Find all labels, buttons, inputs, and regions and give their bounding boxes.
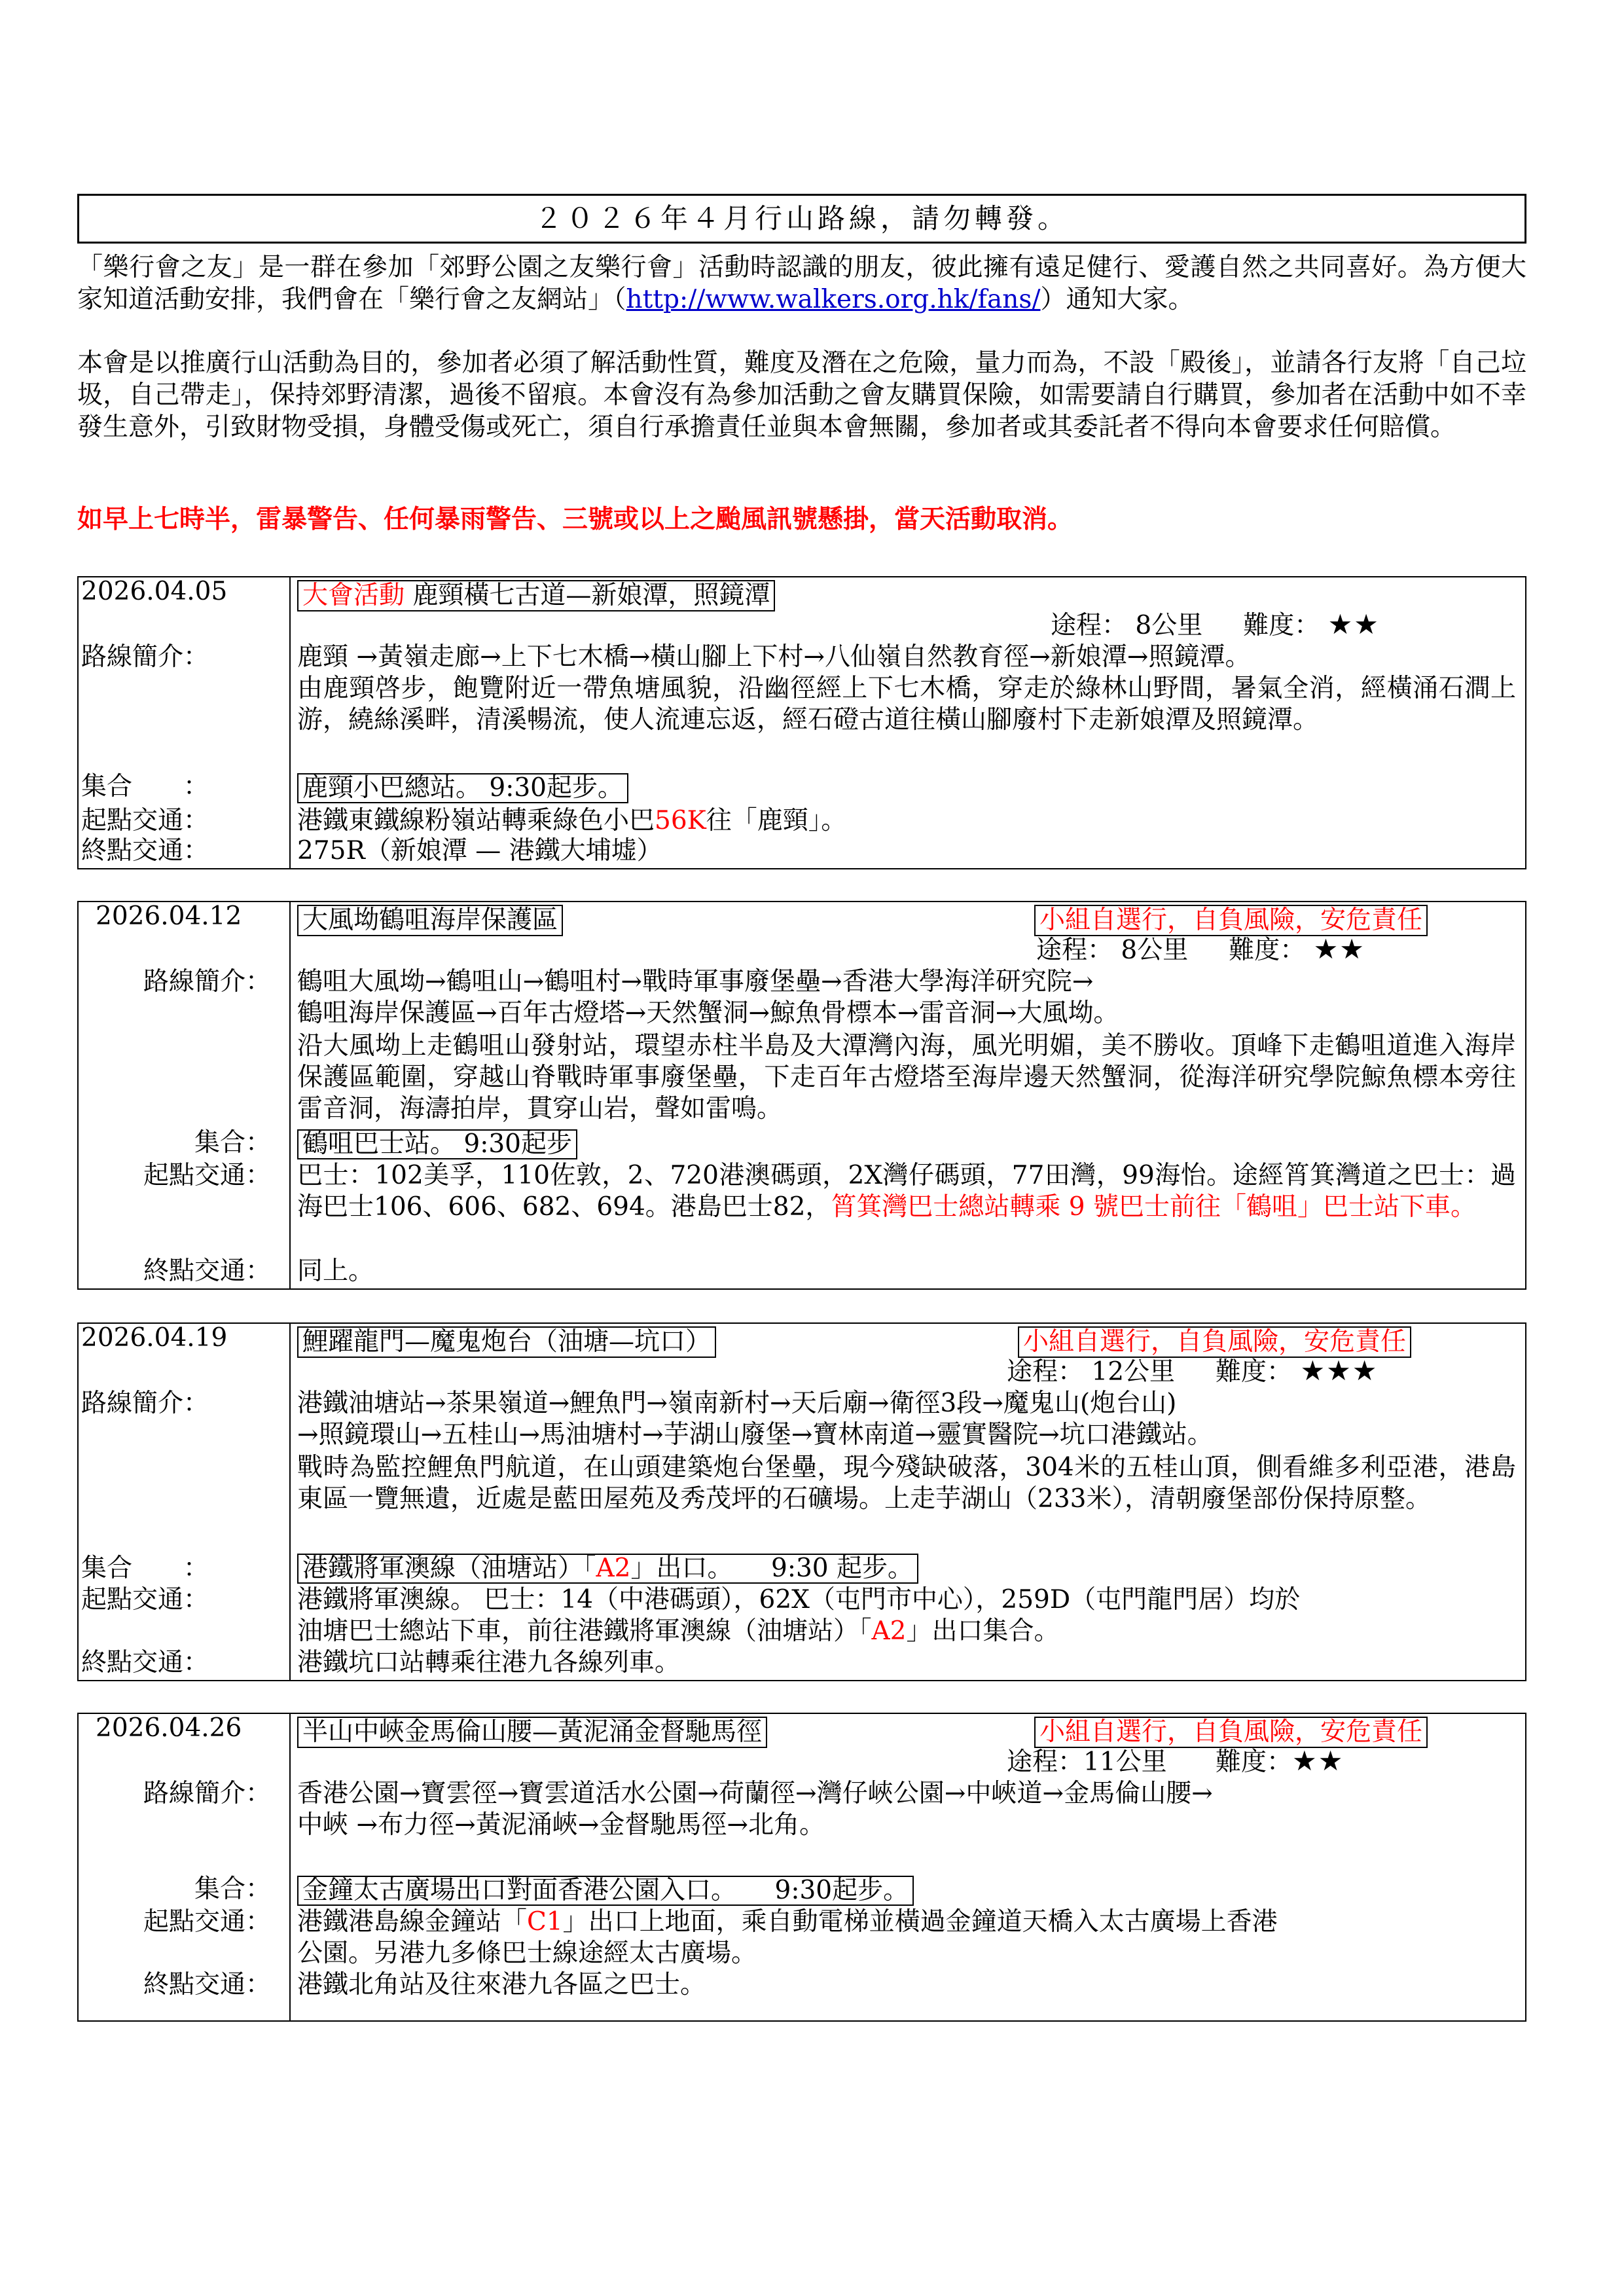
start-transport-line-1 bbox=[297, 1906, 1516, 1938]
start-transport-line-2: 公園。另港九多條巴士線途經太古廣場。 bbox=[297, 1939, 757, 1968]
distance-difficulty bbox=[1007, 1747, 1344, 1777]
distance: 途程： 8公里 bbox=[1036, 936, 1189, 965]
route-line-1: 香港公園→寶雲徑→寶雲道活水公園→荷蘭徑→灣仔峽公園→中峽道→金馬倫山腰→ bbox=[297, 1779, 1213, 1808]
hike-title: 鯉躍龍門—魔鬼炮台（油塘—坑口） bbox=[297, 1326, 716, 1358]
start-transport-label: 起點交通： bbox=[81, 806, 209, 835]
difficulty-stars: ★★★ bbox=[1300, 1355, 1379, 1387]
end-transport: 275R（新娘潭 — 港鐵大埔墟） bbox=[297, 836, 662, 866]
column-divider bbox=[289, 577, 291, 868]
route-line-1: 鶴咀大風坳→鶴咀山→鶴咀村→戰時軍事廢堡壘→香港大學海洋研究院→ bbox=[297, 967, 1094, 996]
start-transport-label: 起點交通： bbox=[81, 1585, 209, 1614]
route-description: 戰時為監控鯉魚門航道，在山頭建築炮台堡壘，現今殘缺破落，304米的五桂山頂，側看維多利亞港，港島東區一覽無遺，近處是藍田屋苑及秀茂坪的石礦場。上走芋湖山（233米），清朝廢堡部份保持原整。 bbox=[297, 1453, 1516, 1514]
distance: 途程： 12公里 bbox=[1007, 1357, 1176, 1387]
difficulty-stars: ★★ bbox=[1313, 933, 1365, 965]
page-title bbox=[77, 194, 1526, 244]
hike-date: 2026.04.19 bbox=[81, 1323, 228, 1353]
exit-code: C1 bbox=[527, 1907, 563, 1937]
route-line-2: →照鏡環山→五桂山→馬油塘村→芋湖山廢堡→寶林南道→靈實醫院→坑口港鐵站。 bbox=[297, 1420, 1213, 1449]
intro-text-1: 「樂行會之友」是一群在參加「郊野公園之友樂行會」活動時認識的朋友，彼此擁有遠足健行、愛護自然之共同喜好。為方便大家知道活動安排，我們會在「樂行會之友網站」（ bbox=[77, 253, 1526, 314]
meeting-point-text: 港鐵將軍澳線（油塘站）「 bbox=[302, 1554, 596, 1583]
hike-date: 2026.04.05 bbox=[81, 577, 228, 606]
hike-block-1 bbox=[77, 576, 1526, 869]
start-transport-text: 港鐵港島線金鐘站「 bbox=[297, 1907, 528, 1937]
start-transport-label: 起點交通： bbox=[143, 1161, 271, 1190]
difficulty-stars: ★★ bbox=[1292, 1745, 1344, 1777]
meeting-point bbox=[297, 1875, 1516, 1906]
meet-label: 集合： bbox=[194, 1874, 271, 1904]
start-transport bbox=[297, 805, 1516, 837]
hike-block-4 bbox=[77, 1713, 1526, 2022]
fans-website-link[interactable]: http://www.walkers.org.hk/fans/ bbox=[626, 285, 1041, 314]
exit-code: A2 bbox=[871, 1616, 907, 1646]
hike-block-3 bbox=[77, 1322, 1526, 1681]
column-divider bbox=[289, 1324, 291, 1680]
column-divider bbox=[289, 1714, 291, 2020]
hike-title: 半山中峽金馬倫山腰—黃泥涌金督馳馬徑 bbox=[297, 1717, 767, 1748]
end-transport-label: 終點交通： bbox=[81, 1648, 209, 1677]
meeting-point-box: 金鐘太古廣場出口對面香港公園入口。 9:30起步。 bbox=[297, 1876, 914, 1906]
meeting-point bbox=[297, 773, 1516, 804]
start-transport-text: 巴士：102美孚，110佐敦，2、720港澳碼頭，2X灣仔碼頭，77田灣，99海怡。途經筲箕灣道之巴士：過海巴士106、606、682、694。港島巴士82， bbox=[297, 1161, 1516, 1222]
column-divider bbox=[289, 902, 291, 1288]
meet-label: 集合： bbox=[194, 1128, 271, 1157]
distance-difficulty bbox=[1036, 935, 1365, 965]
meeting-point-box: 鹿頸小巴總站。 9:30起步。 bbox=[297, 773, 628, 803]
meet-label: 集合 ： bbox=[81, 772, 209, 801]
difficulty-label: 難度： bbox=[1229, 936, 1306, 965]
intro-paragraph-1 bbox=[77, 251, 1526, 316]
hike-title bbox=[297, 580, 775, 611]
route-line-2: 中峽 →布力徑→黃泥涌峽→金督馳馬徑→北角。 bbox=[297, 1810, 825, 1840]
difficulty-label: 難度： bbox=[1243, 611, 1320, 640]
start-transport-end: 往「鹿頸」。 bbox=[706, 806, 847, 835]
difficulty-label: 難度： bbox=[1216, 1357, 1293, 1387]
route-line-1: 港鐵油塘站→茶果嶺道→鯉魚門→嶺南新村→天后廟→衛徑3段→魔鬼山(炮台山) bbox=[297, 1389, 1177, 1418]
start-transport-end: 」出口上地面，乘自動電梯並橫過金鐘道天橋入太古廣場上香港 bbox=[562, 1907, 1278, 1937]
end-transport-label: 終點交通： bbox=[143, 1256, 271, 1286]
risk-warning-box: 小組自選行，自負風險，安危責任 bbox=[1018, 1326, 1411, 1358]
hike-date: 2026.04.12 bbox=[96, 902, 242, 931]
start-transport-highlight: 筲箕灣巴士總站轉乘 9 號巴士前往「鶴咀」巴士站下車。 bbox=[831, 1192, 1476, 1222]
route-description: 由鹿頸啓步，飽覽附近一帶魚塘風貌，沿幽徑經上下七木橋，穿走於綠林山野間，暑氣全消，經橫涌石澗上游，繞絲溪畔，清溪暢流，使人流連忘返，經石磴古道往橫山腳廢村下走新娘潭及照鏡潭。 bbox=[297, 674, 1516, 735]
end-transport: 港鐵坑口站轉乘往港九各線列車。 bbox=[297, 1648, 681, 1677]
meeting-point-box: 鶴咀巴士站。 9:30起步 bbox=[297, 1129, 577, 1159]
exit-code: A2 bbox=[596, 1554, 631, 1583]
risk-warning-box: 小組自選行，自負風險，安危責任 bbox=[1034, 905, 1428, 936]
difficulty-stars: ★★ bbox=[1327, 608, 1380, 640]
distance: 途程： 8公里 bbox=[1051, 611, 1203, 640]
weather-warning: 如早上七時半，雷暴警告、任何暴雨警告、三號或以上之颱風訊號懸掛，當天活動取消。 bbox=[77, 504, 1074, 534]
intro-paragraph-2: 本會是以推廣行山活動為目的，參加者必須了解活動性質，難度及潛在之危險，量力而為，不設「殿後」，並請各行友將「自己垃圾，自己帶走」，保持郊野清潔，過後不留痕。本會沒有為參加活動之會友購買保險，如需要請自行購買，參加者在活動中如不幸發生意外，引致財物受損，身體受傷或死亡，須自行承擔責任並與本會無關，參加者或其委託者不得向本會要求任何賠償。 bbox=[77, 348, 1526, 442]
start-transport-text: 港鐵東鐵線粉嶺站轉乘綠色小巴 bbox=[297, 806, 655, 835]
meeting-point-end: 」出口。 9:30 起步。 bbox=[630, 1554, 913, 1583]
minibus-number: 56K bbox=[655, 806, 706, 835]
event-tag: 大會活動 bbox=[302, 581, 405, 610]
end-transport-label: 終點交通： bbox=[143, 1970, 271, 1999]
start-transport-end: 」出口集合。 bbox=[906, 1616, 1060, 1646]
start-transport-line-2 bbox=[297, 1616, 1516, 1647]
intro-text-1-end: ）通知大家。 bbox=[1040, 285, 1194, 314]
meeting-point bbox=[297, 1553, 1516, 1584]
hike-date: 2026.04.26 bbox=[96, 1713, 242, 1743]
distance: 途程：11公里 bbox=[1007, 1747, 1167, 1777]
meet-label: 集合 ： bbox=[81, 1554, 209, 1583]
hike-block-2 bbox=[77, 901, 1526, 1290]
route-label: 路線簡介： bbox=[81, 1389, 209, 1418]
risk-warning-box: 小組自選行，自負風險，安危責任 bbox=[1034, 1717, 1428, 1748]
route-label: 路線簡介： bbox=[143, 967, 271, 996]
page-title-text: ２０２６年４月行山路線，請勿轉發。 bbox=[534, 202, 1069, 234]
end-transport: 港鐵北角站及往來港九各區之巴士。 bbox=[297, 1970, 706, 1999]
route-label: 路線簡介： bbox=[81, 642, 209, 672]
start-transport-line-1: 港鐵將軍澳線。 巴士：14（中港碼頭），62X（屯門市中心），259D（屯門龍門居）均於 bbox=[297, 1585, 1301, 1614]
start-transport-text: 油塘巴士總站下車，前往港鐵將軍澳線（油塘站）「 bbox=[297, 1616, 872, 1646]
hike-title-text: 鹿頸橫七古道—新娘潭，照鏡潭 bbox=[412, 581, 770, 610]
distance-difficulty bbox=[1007, 1357, 1378, 1387]
meeting-point-box bbox=[297, 1554, 918, 1584]
end-transport: 同上。 bbox=[297, 1256, 374, 1286]
difficulty-label: 難度： bbox=[1216, 1747, 1293, 1777]
start-transport bbox=[297, 1160, 1516, 1223]
distance-difficulty bbox=[1051, 610, 1380, 640]
start-transport-label: 起點交通： bbox=[143, 1907, 271, 1937]
route-line-2: 鶴咀海岸保護區→百年古燈塔→天然蟹洞→鯨魚骨標本→雷音洞→大風坳。 bbox=[297, 998, 1119, 1028]
route-line: 鹿頸 →黃嶺走廊→上下七木橋→橫山腳上下村→八仙嶺自然教育徑→新娘潭→照鏡潭。 bbox=[297, 642, 1251, 672]
end-transport-label: 終點交通： bbox=[81, 836, 209, 866]
hike-title: 大風坳鶴咀海岸保護區 bbox=[297, 905, 563, 936]
meeting-point bbox=[297, 1129, 1516, 1160]
route-label: 路線簡介： bbox=[143, 1779, 271, 1808]
route-description: 沿大風坳上走鶴咀山發射站，環望赤柱半島及大潭灣內海，風光明媚，美不勝收。頂峰下走鶴咀道進入海岸保護區範圍，穿越山脊戰時軍事廢堡壘，下走百年古燈塔至海岸邊天然蟹洞，從海洋研究學院鯨魚標本旁往雷音洞，海濤拍岸，貫穿山岩，聲如雷鳴。 bbox=[297, 1031, 1516, 1123]
